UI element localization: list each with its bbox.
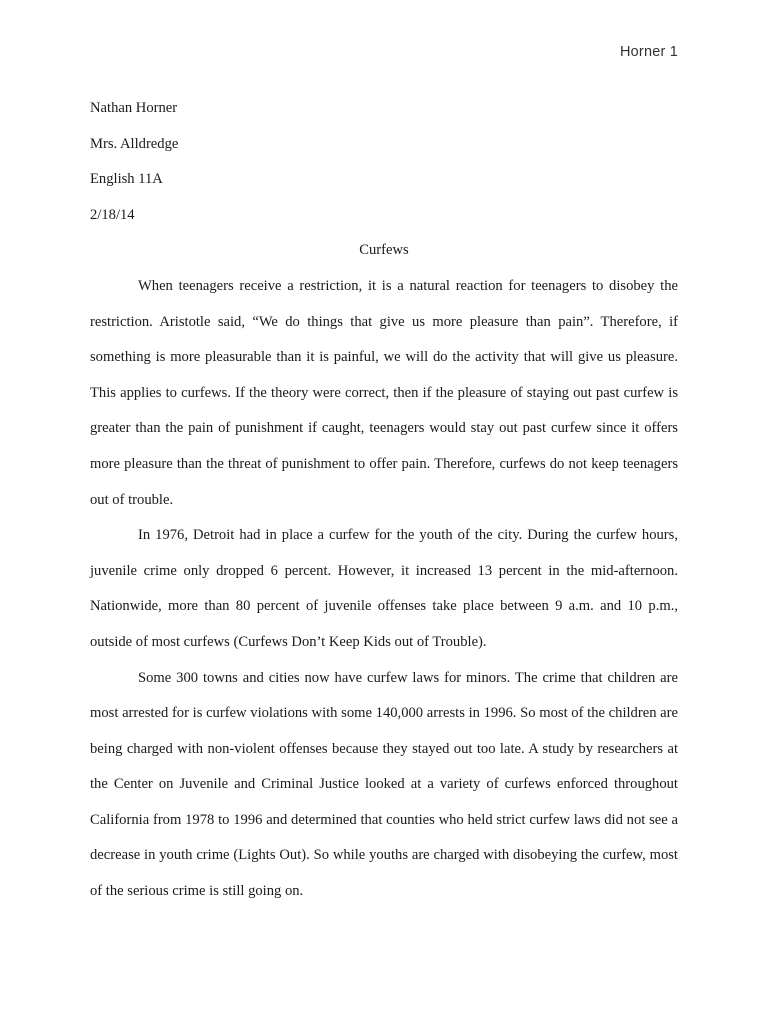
paragraph-2: In 1976, Detroit had in place a curfew for the youth of the city. During the curfew hours, juvenile crime only dropped 6 percent. However, it increased 13 percent in the mid-afternoon. Nationwide, more than 80 percent of juvenile offenses take place between 9 a.m. and 10 p.m., outside of most curfews (Curfews Don’t Keep Kids out of Trouble).: [90, 527, 678, 650]
course-name: English 11A: [90, 171, 163, 188]
essay-date: 2/18/14: [90, 206, 135, 223]
essay-title: Curfews: [359, 242, 409, 259]
document-body: [90, 91, 678, 910]
paragraph-3: Some 300 towns and cities now have curfew laws for minors. The crime that children are most arrested for is curfew violations with some 140,000 arrests in 1996. So most of the children are being charged with non-violent offenses because they stayed out too late. A study by researchers at the Center on Juvenile and Criminal Justice looked at a variety of curfews enforced throughout California from 1978 to 1996 and determined that counties who held strict curfew laws did not see a decrease in youth crime (Lights Out). So while youths are charged with disobeying the curfew, most of the serious crime is still going on.: [90, 669, 678, 900]
author-name: Nathan Horner: [90, 100, 178, 116]
paragraph-1: When teenagers receive a restriction, it is a natural reaction for teenagers to disobey the restriction. Aristotle said, “We do things that give us more pleasure than pain”. Therefore, if something is more pleasurable than it is painful, we will do the activity that will give us pleasure. This applies to curfews. If the theory were correct, then if the pleasure of staying out past curfew is greater than the pain of punishment if caught, teenagers would stay out past curfew since it offers more pleasure than the threat of punishment to offer pain. Therefore, curfews do not keep teenagers out of trouble.: [90, 277, 678, 508]
running-head: Horner 1: [619, 44, 678, 60]
teacher-name: Mrs. Alldredge: [90, 135, 179, 152]
